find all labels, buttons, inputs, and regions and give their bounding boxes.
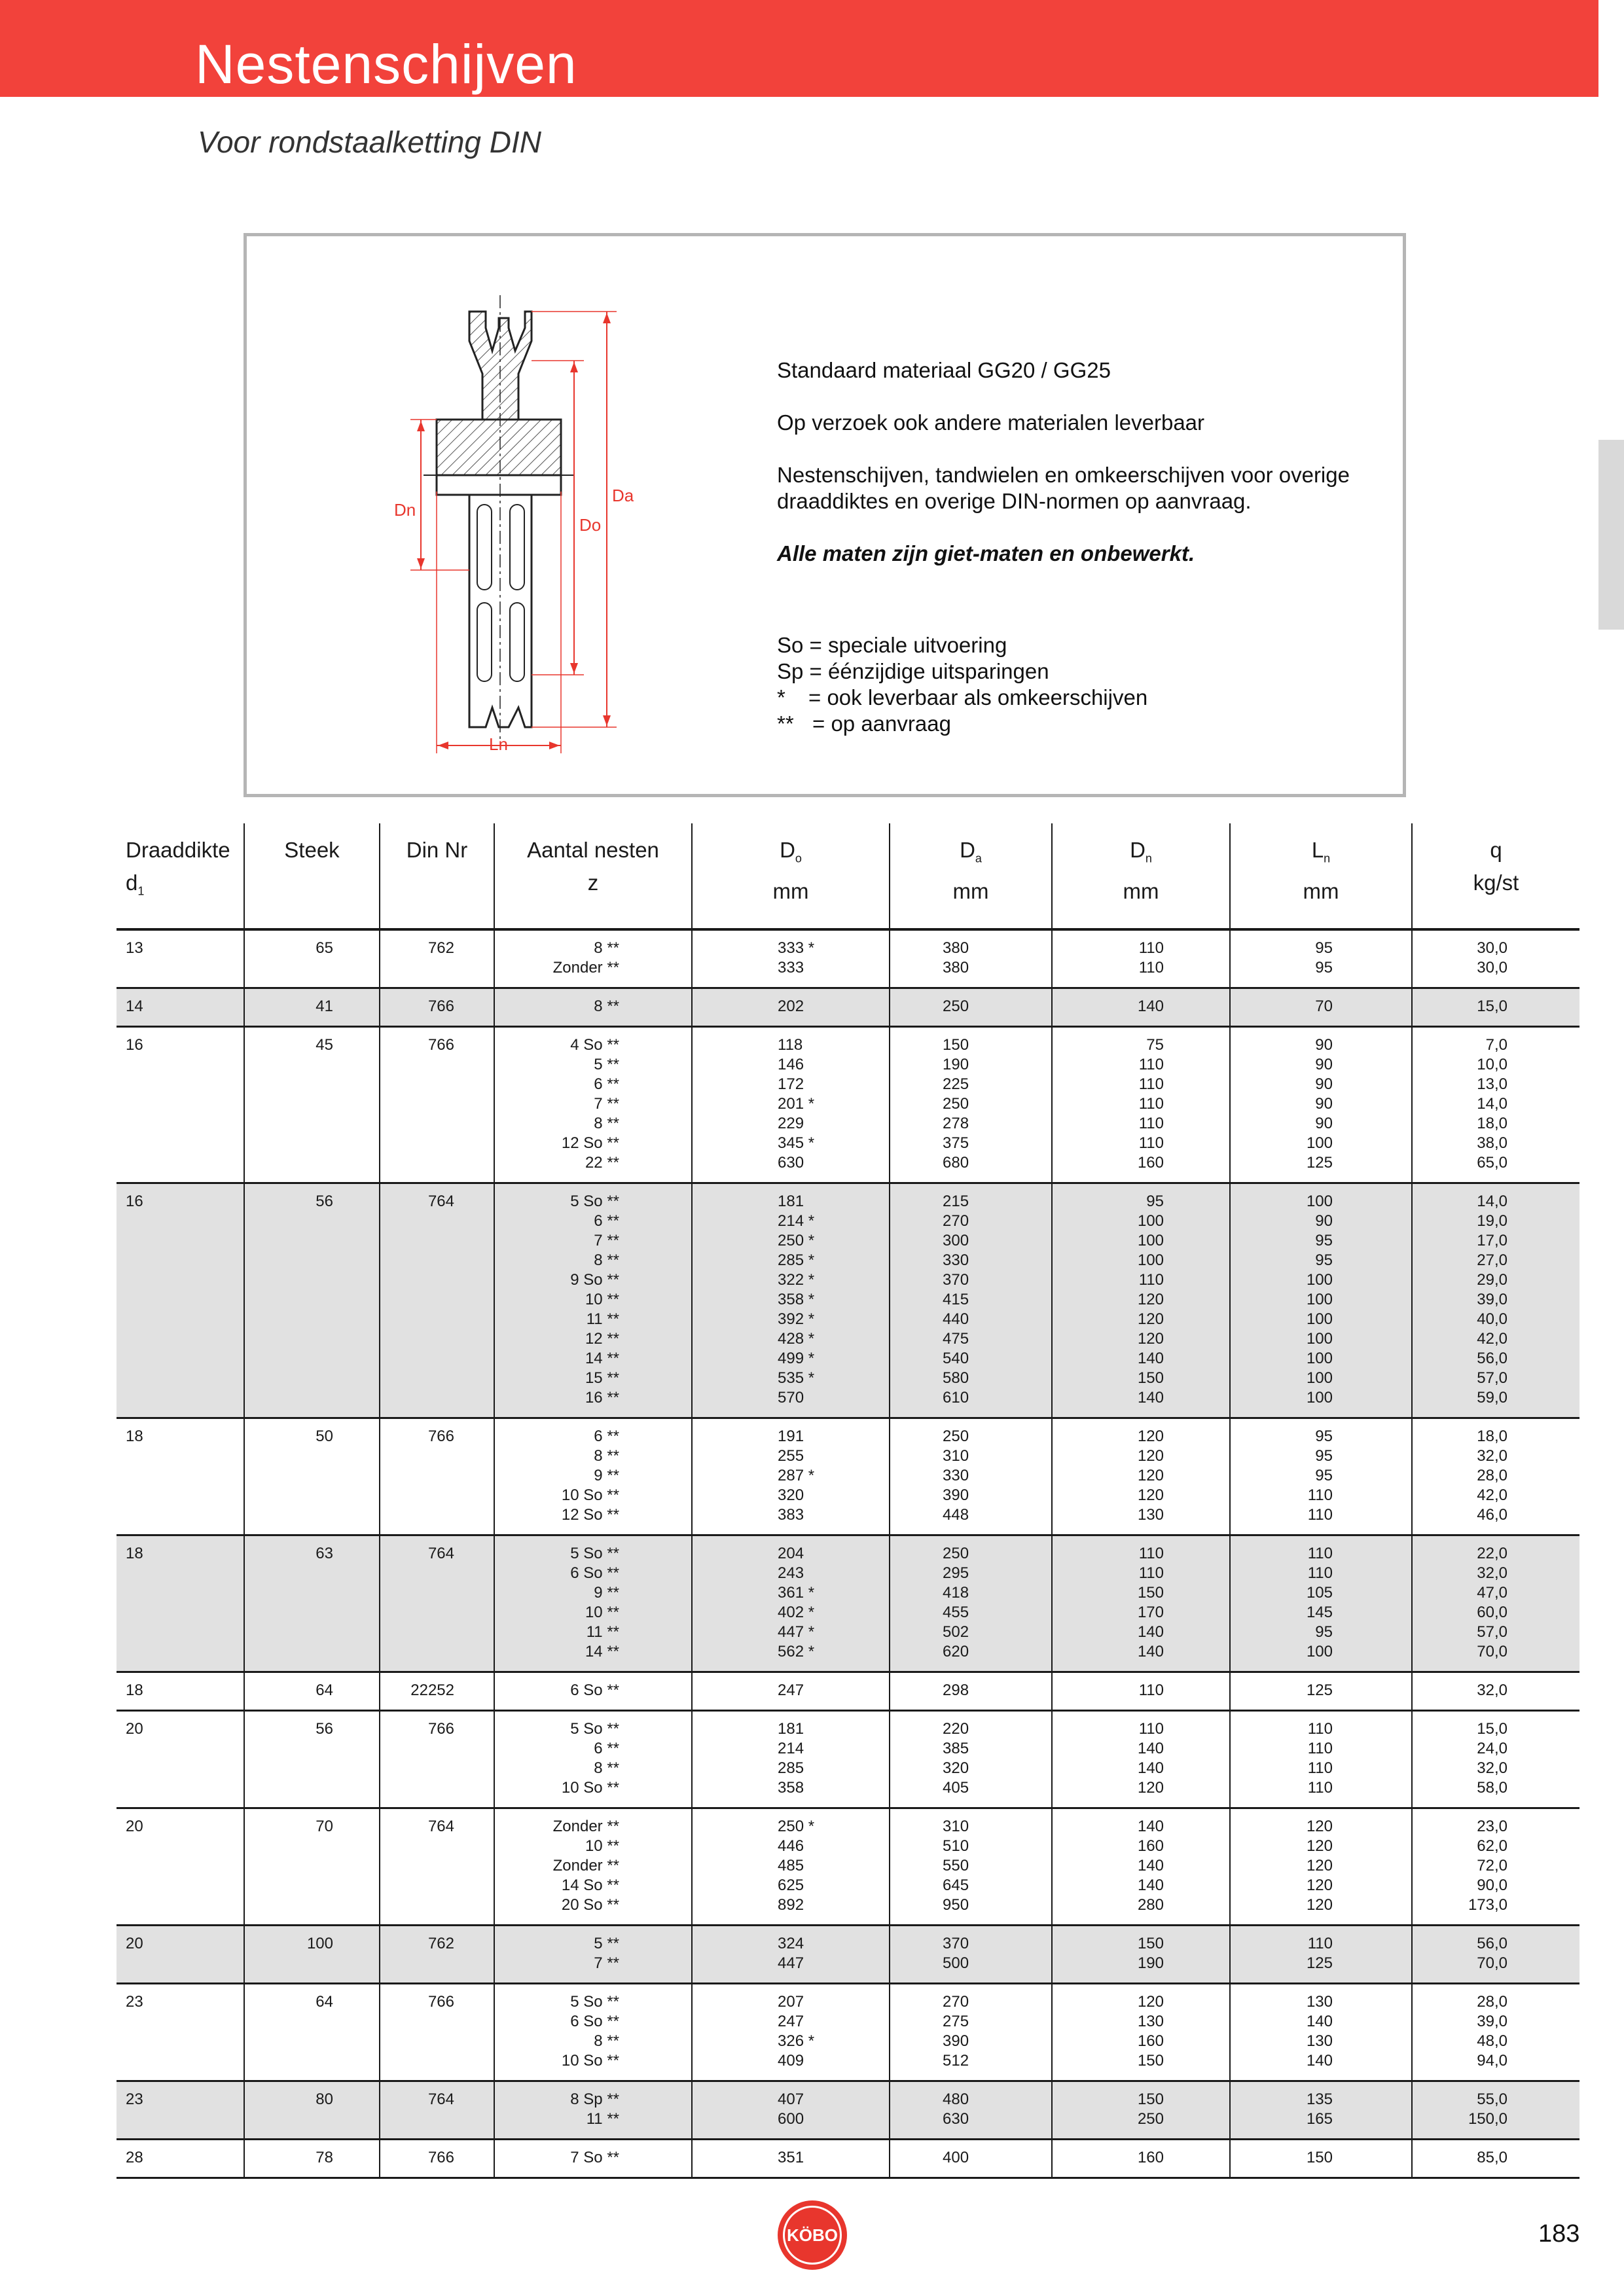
cell-ln: 70 [1230, 988, 1412, 1027]
cell-din-nr: 766 [380, 1027, 494, 1183]
logo-text: KÖBO [783, 2206, 842, 2265]
header-da: $D_a$ mm [890, 823, 1052, 929]
cell-q: 14,0 19,0 17,0 27,0 29,0 39,0 40,0 42,0 56,0 57,0 59,0 [1477, 1193, 1507, 1407]
cell-din-nr: 22252 [380, 1672, 494, 1711]
cell-draaddikte: 28 [117, 2140, 244, 2178]
legend-text: = speciale uitvoering [809, 633, 1007, 657]
cell-da: 310 510 550 645 950 [890, 1808, 1052, 1926]
cell-dn: 160 [1052, 2140, 1230, 2178]
cell-da: 250 295 418 455 502 620 [890, 1535, 1052, 1672]
info-box [244, 233, 1406, 797]
legend-text: = op aanvraag [812, 711, 951, 736]
cell-dn: 110 110 [1052, 929, 1230, 988]
cell-steek: 78 [244, 2140, 380, 2178]
cell-q: 23,0 62,0 72,0 90,0 173,0 [1468, 1818, 1507, 1914]
legend-key: Sp [777, 659, 804, 683]
cell-draaddikte: 23 [117, 2081, 244, 2140]
header-dn: $D_n$ mm [1052, 823, 1230, 929]
info-cast-note: Alle maten zijn giet-maten en onbewerkt. [777, 541, 1195, 565]
cell-dn: 110 140 140 120 [1052, 1711, 1230, 1808]
table-row [117, 1808, 1579, 1926]
table-row [117, 1183, 1579, 1418]
cell-din-nr: 764 [380, 1183, 494, 1418]
header-draaddikte: Draaddikte $d_1$ [117, 823, 244, 929]
cell-q: 28,0 39,0 48,0 94,0 [1477, 1993, 1507, 2070]
cell-aantal-nesten: 4 So ** 5 ** 6 ** 7 ** 8 ** 12 So ** 22 ** [494, 1027, 692, 1183]
table-row [117, 1926, 1579, 1984]
cell-steek: 45 [244, 1027, 380, 1183]
cell-aantal-nesten: 8 Sp ** 11 ** [494, 2081, 692, 2140]
cell-q: 15,0 24,0 32,0 58,0 [1477, 1720, 1507, 1797]
legend-key: So [777, 633, 804, 657]
cell-draaddikte: 14 [117, 988, 244, 1027]
page-subtitle: Voor rondstaalketting DIN [198, 125, 542, 159]
cell-do: 333 * 333 [692, 929, 890, 988]
cell-aantal-nesten: 6 ** 8 ** 9 ** 10 So ** 12 So ** [494, 1418, 692, 1535]
cell-da: 250 310 330 390 448 [890, 1418, 1052, 1535]
table-row [117, 1711, 1579, 1808]
table-row [117, 2081, 1579, 2140]
cell-aantal-nesten: 5 So ** 6 ** 8 ** 10 So ** [494, 1711, 692, 1808]
info-other-materials: Op verzoek ook andere materialen leverbaar [777, 410, 1205, 435]
cell-draaddikte: 13 [117, 929, 244, 988]
table-body [117, 929, 1579, 2178]
table-header-row [117, 823, 1579, 929]
header-din-nr: Din Nr [380, 823, 494, 929]
cell-draaddikte: 20 [117, 1711, 244, 1808]
cell-ln: 95 95 95 110 110 [1230, 1418, 1412, 1535]
cell-steek: 80 [244, 2081, 380, 2140]
cell-steek: 70 [244, 1808, 380, 1926]
cell-q: 22,0 32,0 47,0 60,0 57,0 70,0 [1477, 1545, 1507, 1660]
cell-dn: 150 250 [1052, 2081, 1230, 2140]
cell-dn: 140 160 140 140 280 [1052, 1808, 1230, 1926]
cell-din-nr: 762 [380, 929, 494, 988]
cell-dn: 120 130 160 150 [1052, 1984, 1230, 2081]
cell-q: 55,0 150,0 [1468, 2090, 1507, 2128]
cell-aantal-nesten: 5 So ** 6 So ** 8 ** 10 So ** [494, 1984, 692, 2081]
cell-do: 181 214 * 250 * 285 * 322 * 358 * 392 * 428 * 499 * 535 * 570 [692, 1183, 890, 1418]
header-steek: Steek [244, 823, 380, 929]
cell-din-nr: 764 [380, 1535, 494, 1672]
cell-draaddikte: 23 [117, 1984, 244, 2081]
cell-q: 15,0 [1477, 997, 1507, 1015]
cell-din-nr: 766 [380, 2140, 494, 2178]
cell-draaddikte: 20 [117, 1926, 244, 1984]
cell-ln: 100 90 95 95 100 100 100 100 100 100 100 [1230, 1183, 1412, 1418]
legend-row-star [777, 685, 1366, 711]
cell-do: 202 [692, 988, 890, 1027]
info-material: Standaard materiaal GG20 / GG25 [777, 358, 1111, 382]
cell-do: 181 214 285 358 [692, 1711, 890, 1808]
cell-din-nr: 766 [380, 988, 494, 1027]
legend-text: = éénzijdige uitsparingen [809, 659, 1049, 683]
cell-aantal-nesten: 6 So ** [494, 1672, 692, 1711]
cell-da: 215 270 300 330 370 415 440 475 540 580 610 [890, 1183, 1052, 1418]
table-row [117, 1984, 1579, 2081]
cell-draaddikte: 18 [117, 1535, 244, 1672]
cell-aantal-nesten: 7 So ** [494, 2140, 692, 2178]
cell-q: 18,0 32,0 28,0 42,0 46,0 [1477, 1427, 1507, 1524]
cell-steek: 64 [244, 1672, 380, 1711]
cell-q: 32,0 [1477, 1681, 1507, 1699]
legend-row-double-star [777, 711, 1366, 737]
table-row [117, 1535, 1579, 1672]
header-do: $D_o$ mm [692, 823, 890, 929]
da-label: Da [612, 486, 634, 505]
cell-ln: 130 140 130 140 [1230, 1984, 1412, 2081]
cell-do: 118 146 172 201 * 229 345 * 630 [692, 1027, 890, 1183]
cell-do: 324 447 [692, 1926, 890, 1984]
cell-ln: 150 [1230, 2140, 1412, 2178]
cell-draaddikte: 16 [117, 1183, 244, 1418]
cell-q: 56,0 70,0 [1477, 1935, 1507, 1972]
kobo-logo [778, 2200, 847, 2270]
cell-din-nr: 766 [380, 1418, 494, 1535]
table-row [117, 929, 1579, 988]
cell-da: 150 190 225 250 278 375 680 [890, 1027, 1052, 1183]
cell-aantal-nesten: Zonder ** 10 ** Zonder ** 14 So ** 20 So ** [494, 1808, 692, 1926]
cell-q: 7,0 10,0 13,0 14,0 18,0 38,0 65,0 [1477, 1036, 1507, 1172]
table-row [117, 1418, 1579, 1535]
cell-din-nr: 766 [380, 1711, 494, 1808]
cell-dn: 75 110 110 110 110 110 160 [1052, 1027, 1230, 1183]
page-number: 183 [1538, 2220, 1580, 2248]
info-text [777, 357, 1366, 737]
cell-ln: 110 110 110 110 [1230, 1711, 1412, 1808]
legend-key: * [777, 685, 785, 709]
cell-aantal-nesten: 5 So ** 6 So ** 9 ** 10 ** 11 ** 14 ** [494, 1535, 692, 1672]
cell-dn: 110 [1052, 1672, 1230, 1711]
dn-label: Dn [394, 500, 416, 520]
cell-draaddikte: 16 [117, 1027, 244, 1183]
cell-da: 480 630 [890, 2081, 1052, 2140]
sprocket-drawing [358, 269, 653, 753]
cell-do: 207 247 326 * 409 [692, 1984, 890, 2081]
cell-steek: 41 [244, 988, 380, 1027]
cell-ln: 110 125 [1230, 1926, 1412, 1984]
cell-dn: 110 110 150 170 140 140 [1052, 1535, 1230, 1672]
header-aantal-nesten: Aantal nesten z [494, 823, 692, 929]
legend-row-sp [777, 658, 1366, 685]
dimension-table [117, 823, 1579, 2179]
cell-do: 247 [692, 1672, 890, 1711]
cell-din-nr: 762 [380, 1926, 494, 1984]
cell-q: 30,0 30,0 [1477, 939, 1507, 977]
cell-ln: 110 110 105 145 95 100 [1230, 1535, 1412, 1672]
cell-din-nr: 764 [380, 1808, 494, 1926]
info-other-sizes: Nestenschijven, tandwielen en omkeerschijven voor overige draaddiktes en overige DIN-normen op aanvraag. [777, 463, 1350, 513]
cell-din-nr: 766 [380, 1984, 494, 2081]
cell-steek: 64 [244, 1984, 380, 2081]
cell-da: 298 [890, 1672, 1052, 1711]
cell-aantal-nesten: 5 ** 7 ** [494, 1926, 692, 1984]
cell-do: 191 255 287 * 320 383 [692, 1418, 890, 1535]
header-q: q kg/st [1473, 838, 1519, 895]
cell-din-nr: 764 [380, 2081, 494, 2140]
cell-da: 400 [890, 2140, 1052, 2178]
cell-dn: 95 100 100 100 110 120 120 120 140 150 140 [1052, 1183, 1230, 1418]
side-tab [1598, 440, 1624, 630]
cell-ln: 95 95 [1230, 929, 1412, 988]
cell-dn: 150 190 [1052, 1926, 1230, 1984]
cell-dn: 120 120 120 120 130 [1052, 1418, 1230, 1535]
table-row [117, 2140, 1579, 2178]
cell-do: 250 * 446 485 625 892 [692, 1808, 890, 1926]
cell-da: 370 500 [890, 1926, 1052, 1984]
legend-text: = ook leverbaar als omkeerschijven [808, 685, 1148, 709]
cell-do: 204 243 361 * 402 * 447 * 562 * [692, 1535, 890, 1672]
cell-steek: 50 [244, 1418, 380, 1535]
do-label: Do [579, 515, 602, 535]
cell-draaddikte: 20 [117, 1808, 244, 1926]
cell-da: 270 275 390 512 [890, 1984, 1052, 2081]
header-ln: $L_n$ mm [1230, 823, 1412, 929]
cell-ln: 120 120 120 120 120 [1230, 1808, 1412, 1926]
cell-do: 351 [692, 2140, 890, 2178]
page-title: Nestenschijven [195, 33, 577, 95]
cell-aantal-nesten: 8 ** Zonder ** [494, 929, 692, 988]
table-row [117, 1672, 1579, 1711]
cell-da: 220 385 320 405 [890, 1711, 1052, 1808]
cell-steek: 65 [244, 929, 380, 988]
cell-aantal-nesten: 8 ** [494, 988, 692, 1027]
cell-draaddikte: 18 [117, 1672, 244, 1711]
cell-da: 250 [890, 988, 1052, 1027]
cell-draaddikte: 18 [117, 1418, 244, 1535]
cell-steek: 63 [244, 1535, 380, 1672]
legend-key: ** [777, 711, 794, 736]
cell-do: 407 600 [692, 2081, 890, 2140]
cell-q: 85,0 [1477, 2149, 1507, 2166]
ln-label: Ln [489, 734, 508, 753]
cell-da: 380 380 [890, 929, 1052, 988]
legend-row-so [777, 632, 1366, 658]
table-row [117, 988, 1579, 1027]
cell-ln: 135 165 [1230, 2081, 1412, 2140]
cell-aantal-nesten: 5 So ** 6 ** 7 ** 8 ** 9 So ** 10 ** 11 ** 12 ** 14 ** 15 ** 16 ** [494, 1183, 692, 1418]
table-row [117, 1027, 1579, 1183]
cell-ln: 90 90 90 90 90 100 125 [1230, 1027, 1412, 1183]
cell-steek: 100 [244, 1926, 380, 1984]
cell-ln: 125 [1230, 1672, 1412, 1711]
cell-steek: 56 [244, 1183, 380, 1418]
dimension-table-wrap [117, 823, 1579, 2179]
cell-steek: 56 [244, 1711, 380, 1808]
cell-dn: 140 [1052, 988, 1230, 1027]
